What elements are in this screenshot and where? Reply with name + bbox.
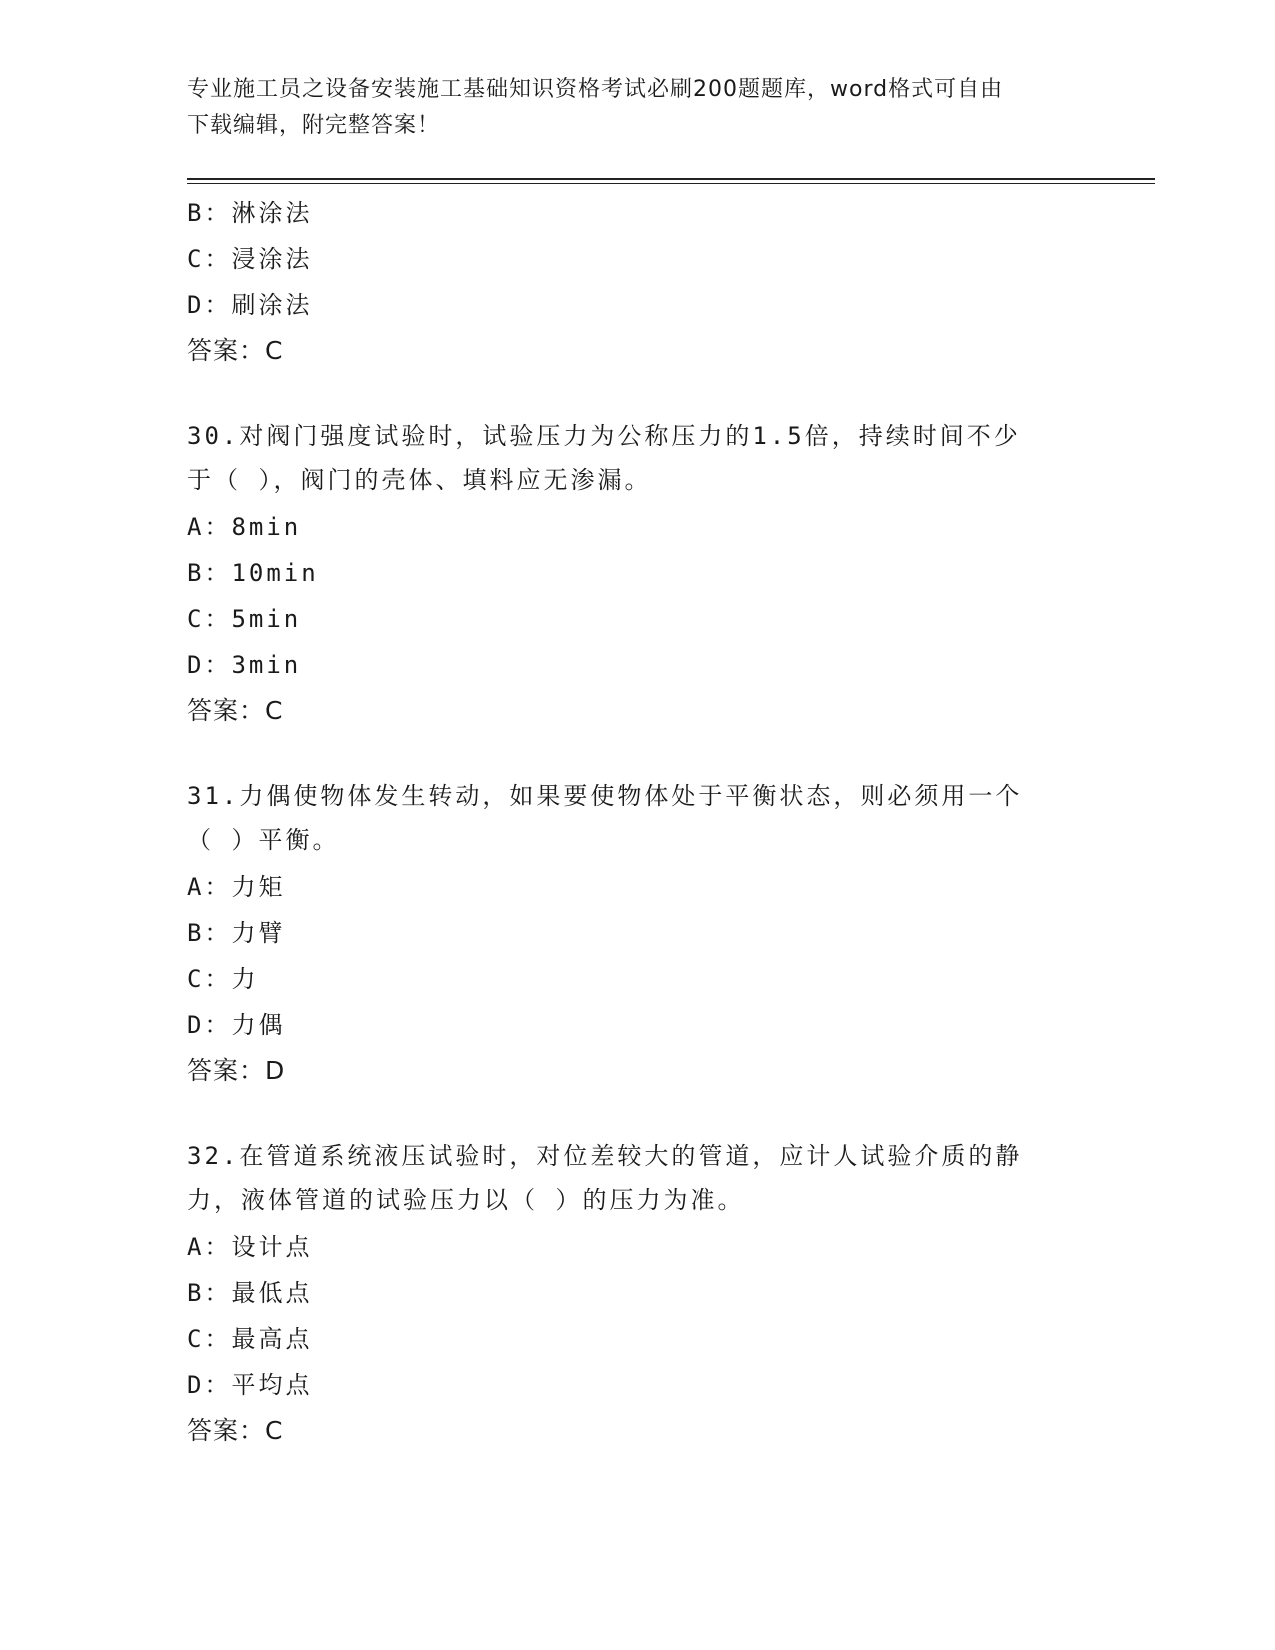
answer-line: 答案：C (187, 336, 284, 365)
option-b: B：10min (187, 559, 319, 587)
header-divider-thin (187, 183, 1155, 184)
header-divider-thick (187, 178, 1155, 180)
option-c: C：最高点 (187, 1325, 313, 1353)
question-stem (187, 1134, 1087, 1222)
option-d: D：力偶 (187, 1011, 286, 1039)
option-c: C：5min (187, 605, 302, 633)
option-d: D：刷涂法 (187, 291, 313, 319)
stem-line1: 30.对阀门强度试验时，试验压力为公称压力的1.5倍，持续时间不少 (187, 422, 1021, 450)
answer-line: 答案：C (187, 1416, 284, 1445)
option-b: B：力臂 (187, 919, 286, 947)
option-c: C：浸涂法 (187, 245, 313, 273)
question-31 (187, 774, 1087, 1094)
option-d: D：3min (187, 651, 302, 679)
answer-line: 答案：C (187, 696, 284, 725)
stem-line1: 31.力偶使物体发生转动，如果要使物体处于平衡状态，则必须用一个 (187, 782, 1023, 810)
stem-line2: 力，液体管道的试验压力以（ ）的压力为准。 (187, 1186, 745, 1214)
stem-line1: 32.在管道系统液压试验时，对位差较大的管道，应计人试验介质的静 (187, 1142, 1023, 1170)
answer-line: 答案：D (187, 1056, 286, 1085)
option-a: A：8min (187, 513, 302, 541)
option-d: D：平均点 (187, 1371, 313, 1399)
stem-line2: 于（ ），阀门的壳体、填料应无渗漏。 (187, 466, 652, 494)
header-title-line1: 专业施工员之设备安装施工基础知识资格考试必刷200题题库，word格式可自由 (187, 77, 1004, 102)
option-b: B：淋涂法 (187, 199, 313, 227)
document-header (187, 72, 1087, 144)
option-a: A：设计点 (187, 1233, 313, 1261)
question-32 (187, 1134, 1087, 1454)
prev-question-block (187, 190, 1087, 374)
question-content (187, 190, 1087, 1454)
option-c: C：力 (187, 965, 259, 993)
option-b: B：最低点 (187, 1279, 313, 1307)
question-stem (187, 774, 1087, 862)
option-a: A：力矩 (187, 873, 286, 901)
question-stem (187, 414, 1087, 502)
stem-line2: （ ）平衡。 (187, 826, 340, 854)
question-30 (187, 414, 1087, 734)
header-title-line2: 下载编辑，附完整答案！ (187, 113, 441, 138)
